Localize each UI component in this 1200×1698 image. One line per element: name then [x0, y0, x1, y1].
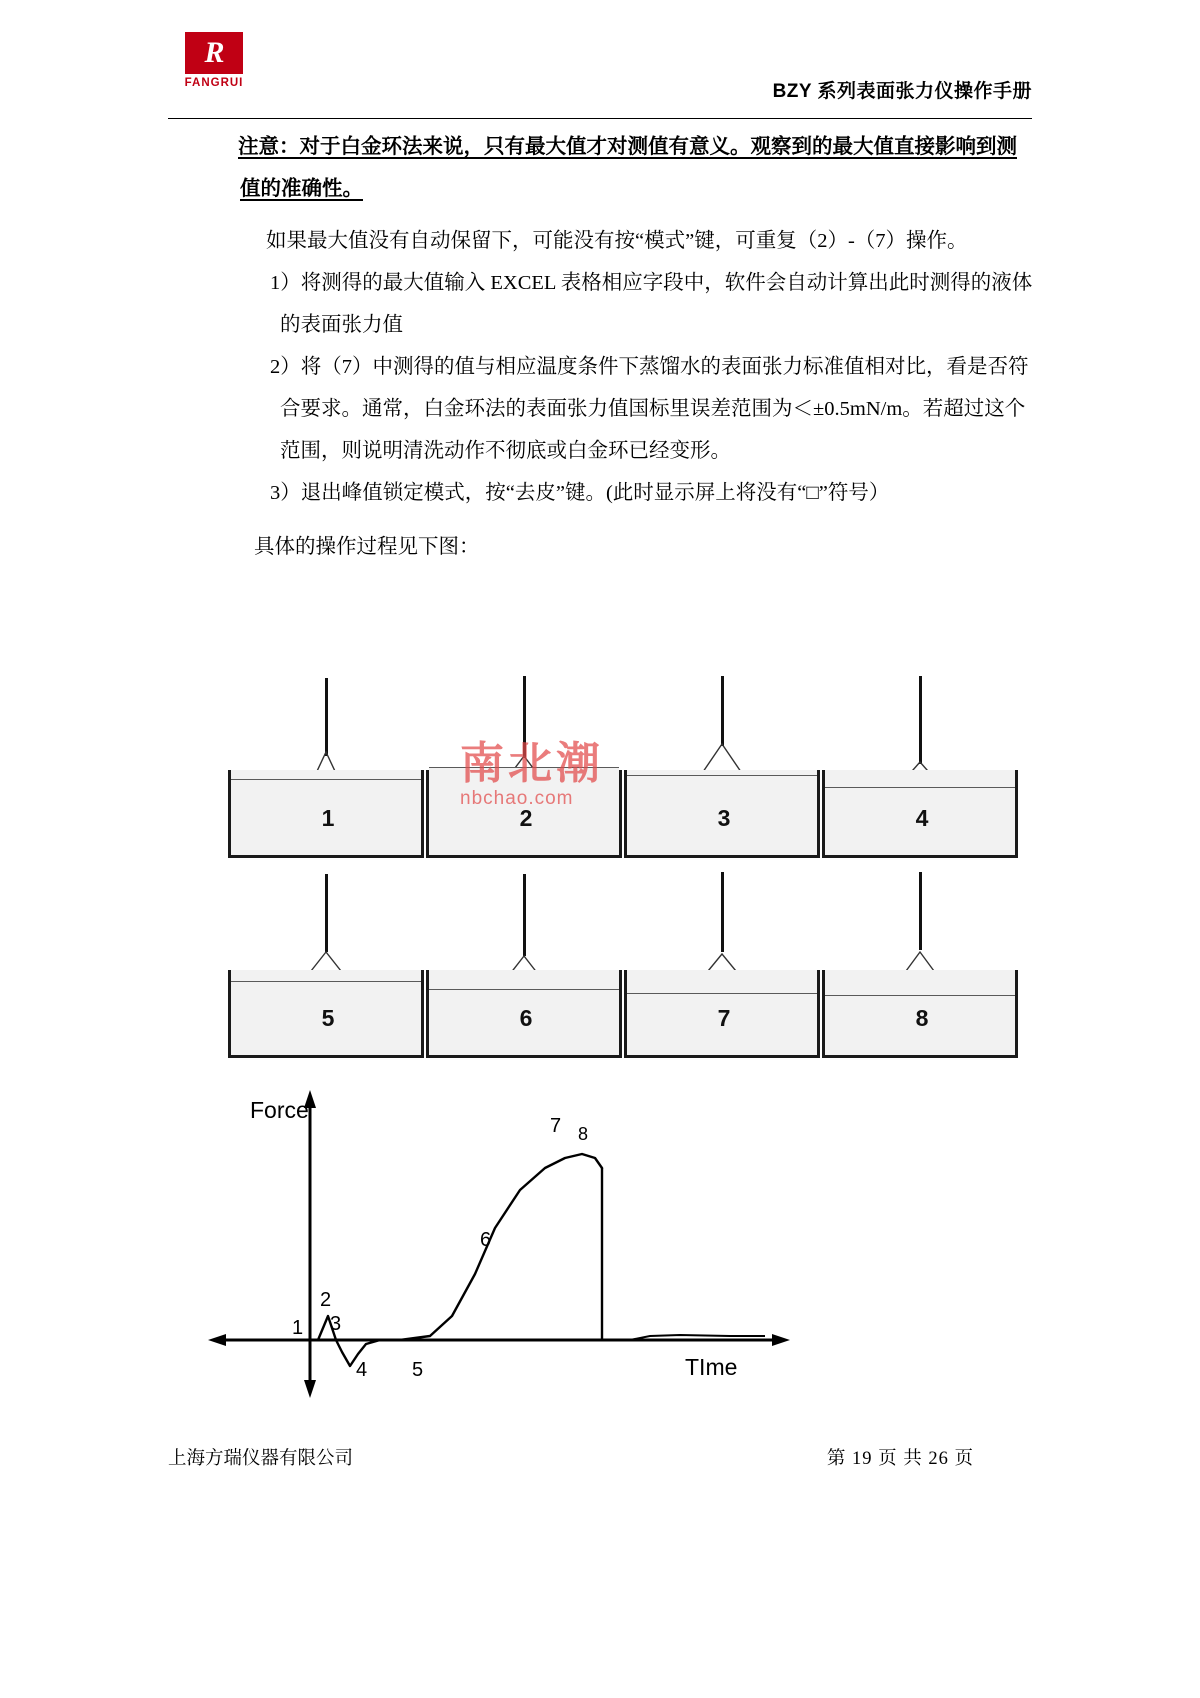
ring-row-bottom: [168, 868, 1032, 1058]
step-number: 6: [519, 1005, 533, 1031]
figure-force-curve: [190, 1078, 890, 1408]
ring-step-3: [624, 668, 824, 858]
logo-letter: R: [204, 36, 224, 69]
svg-text:TIme: TIme: [685, 1354, 738, 1380]
stem-line: [919, 872, 922, 950]
svg-text:5: 5: [412, 1359, 424, 1381]
list-item: 1）将测得的最大值输入 EXCEL 表格相应字段中，软件会自动计算出此时测得的液体的表面张力值: [270, 272, 1033, 336]
svg-text:4: 4: [356, 1359, 368, 1381]
svg-text:Force: Force: [250, 1097, 309, 1123]
header-title: BZY 系列表面张力仪操作手册: [772, 81, 1032, 102]
fangrui-logo: [168, 32, 260, 106]
figure-ring-sequence: [168, 668, 1032, 1058]
svg-text:6: 6: [480, 1229, 492, 1251]
step-number: 1: [321, 805, 335, 831]
logo-mark-icon: [185, 32, 243, 74]
header-divider: [168, 118, 1032, 119]
svg-text:3: 3: [330, 1313, 342, 1335]
stem-line: [523, 676, 526, 758]
stem-line: [919, 676, 922, 764]
svg-text:8: 8: [578, 1124, 589, 1144]
footer-page-number: 第 19 页 共 26 页: [826, 1449, 974, 1469]
page-header: [168, 32, 1032, 110]
logo-wordmark: FANGRUI: [184, 77, 244, 89]
intro-paragraph: 如果最大值没有自动保留下，可能没有按“模式”键，可重复（2）-（7）操作。: [266, 230, 968, 252]
stem-line: [523, 874, 526, 956]
ring-step-2: [426, 668, 626, 858]
watermark-text-cn: 南北潮: [460, 738, 604, 789]
document-content: [168, 126, 1032, 568]
ring-step-6: [426, 868, 626, 1058]
footer-company: 上海方瑞仪器有限公司: [168, 1449, 354, 1469]
svg-text:2: 2: [320, 1289, 332, 1311]
step-number: 5: [321, 1005, 335, 1031]
list-item: 2）将（7）中测得的值与相应温度条件下蒸馏水的表面张力标准值相对比，看是否符合要求。通常，白金环法的表面张力值国标里误差范围为＜±0.5mN/m。若超过这个范围，则说明清洗动作不彻底或白金环已经变形。: [270, 356, 1029, 462]
ring-step-4: [822, 668, 1022, 858]
stem-line: [325, 874, 328, 952]
step-number: 3: [717, 805, 731, 831]
ring-row-top: [168, 668, 1032, 858]
watermark-text-en: nbchao.com: [460, 788, 574, 809]
page-footer: [168, 1444, 1032, 1484]
ring-step-1: [228, 668, 428, 858]
stem-line: [721, 676, 724, 746]
svg-text:1: 1: [292, 1317, 304, 1339]
stem-line: [325, 678, 328, 756]
svg-text:7: 7: [550, 1115, 562, 1137]
stem-line: [721, 872, 724, 952]
notice-paragraph: 注意：对于白金环法来说，只有最大值才对测值有意义。观察到的最大值直接影响到测值的准确性。: [238, 136, 1017, 200]
ring-step-5: [228, 868, 428, 1058]
list-item: 3）退出峰值锁定模式，按“去皮”键。(此时显示屏上将没有“□”符号）: [270, 482, 890, 504]
ring-step-7: [624, 868, 824, 1058]
step-number: 4: [915, 805, 929, 831]
step-number: 8: [915, 1005, 929, 1031]
step-number: 2: [519, 805, 533, 831]
figure-caption: 具体的操作过程见下图：: [254, 536, 480, 558]
ring-step-8: [822, 868, 1022, 1058]
step-number: 7: [717, 1005, 731, 1031]
